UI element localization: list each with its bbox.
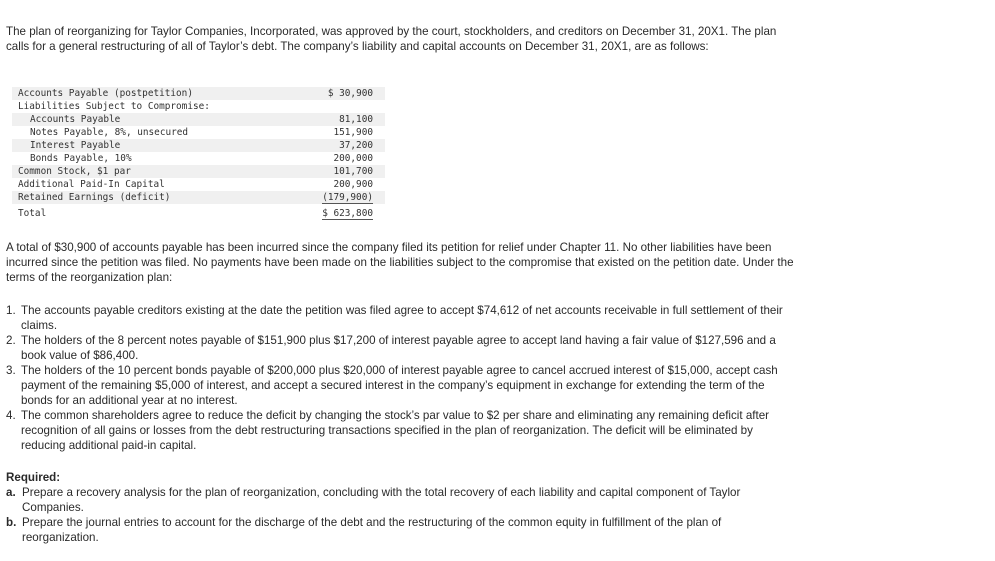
chapter-11-paragraph: A total of $30,900 of accounts payable has been incurred since the company filed its petition for relief under Chapter 11. No other liabilities have been incurred since the petition was filed. No payments have been made on the liabilities subject to the compromise that existed on the petition date. Under the terms of the reorganization plan: — [6, 241, 794, 284]
list-number: 3. — [6, 364, 16, 377]
required-item — [6, 485, 796, 515]
table-row — [12, 126, 385, 139]
row-label: Accounts Payable (postpetition) — [18, 88, 193, 99]
row-amount: 101,700 — [333, 166, 373, 177]
row-label: Interest Payable — [30, 140, 121, 151]
list-item — [6, 408, 796, 453]
plan-terms-list — [6, 303, 796, 453]
table-row — [12, 139, 385, 152]
list-text: The holders of the 8 percent notes payable of $151,900 plus $17,200 of interest payable agree to accept land having a fair value of $127,596 and a book value of $86,400. — [21, 334, 776, 362]
row-amount: $ 30,900 — [327, 88, 373, 99]
row-label: Common Stock, $1 par — [18, 166, 131, 177]
required-heading: Required: — [6, 471, 61, 484]
list-text: The common shareholders agree to reduce the deficit by changing the stock’s par value to $2 per share and eliminating any remaining deficit after recognition of all gains or losses from the debt restructuring transactions specified in the plan of reorganization. The deficit will be eliminated by reducing additional paid-in capital. — [21, 409, 770, 452]
row-label: Additional Paid-In Capital — [18, 179, 165, 190]
required-item — [6, 515, 796, 545]
row-label: Bonds Payable, 10% — [30, 153, 132, 164]
row-amount-value: (179,900) — [322, 192, 373, 203]
liability-capital-table — [12, 87, 385, 221]
row-amount — [293, 207, 381, 221]
list-text: The accounts payable creditors existing at the date the petition was filed agree to accept $74,612 of net accounts receivable in full settlement of their claims. — [21, 304, 783, 332]
table-row — [12, 100, 385, 113]
row-label: Total — [18, 208, 47, 219]
table-row — [12, 165, 385, 178]
list-number: 4. — [6, 409, 16, 422]
required-section — [6, 470, 796, 545]
row-amount — [293, 191, 381, 204]
required-text: Prepare the journal entries to account for the discharge of the debt and the restructuring of the common equity in fulfillment of the plan of reorganization. — [22, 516, 722, 544]
row-amount-value: $ 623,800 — [322, 208, 373, 219]
row-amount — [293, 100, 381, 113]
required-text: Prepare a recovery analysis for the plan of reorganization, concluding with the total recovery of each liability and capital component of Taylor Companies. — [22, 486, 741, 514]
row-amount: 200,000 — [333, 153, 373, 164]
table-total-row — [12, 207, 385, 221]
row-amount: 81,100 — [339, 114, 373, 125]
required-letter: b. — [6, 516, 17, 529]
table-row — [12, 152, 385, 165]
row-label: Retained Earnings (deficit) — [18, 192, 171, 203]
list-item — [6, 363, 796, 408]
list-text: The holders of the 10 percent bonds payable of $200,000 plus $20,000 of interest payable agree to cancel accrued interest of $15,000, accept cash payment of the remaining $5,000 of interest, and accept a secured interest in the company’s equipment in exchange for extending the term of the bonds for an additional year at no interest. — [21, 364, 778, 407]
row-amount: 151,900 — [333, 127, 373, 138]
list-item — [6, 333, 796, 363]
row-label: Accounts Payable — [30, 114, 121, 125]
intro-paragraph: The plan of reorganizing for Taylor Companies, Incorporated, was approved by the court, stockholders, and creditors on December 31, 20X1. The plan calls for a general restructuring of all of Taylor’s debt. The company’s liability and capital accounts on December 31, 20X1, are as follows: — [6, 25, 777, 53]
table-row — [12, 191, 385, 204]
table-row — [12, 178, 385, 191]
table-row — [12, 113, 385, 126]
list-number: 2. — [6, 334, 16, 347]
required-letter: a. — [6, 486, 16, 499]
table-row — [12, 87, 385, 100]
list-item — [6, 303, 796, 333]
row-amount: 37,200 — [339, 140, 373, 151]
row-label: Liabilities Subject to Compromise: — [18, 101, 210, 112]
row-label: Notes Payable, 8%, unsecured — [30, 127, 189, 138]
list-number: 1. — [6, 304, 16, 317]
row-amount: 200,900 — [333, 179, 373, 190]
